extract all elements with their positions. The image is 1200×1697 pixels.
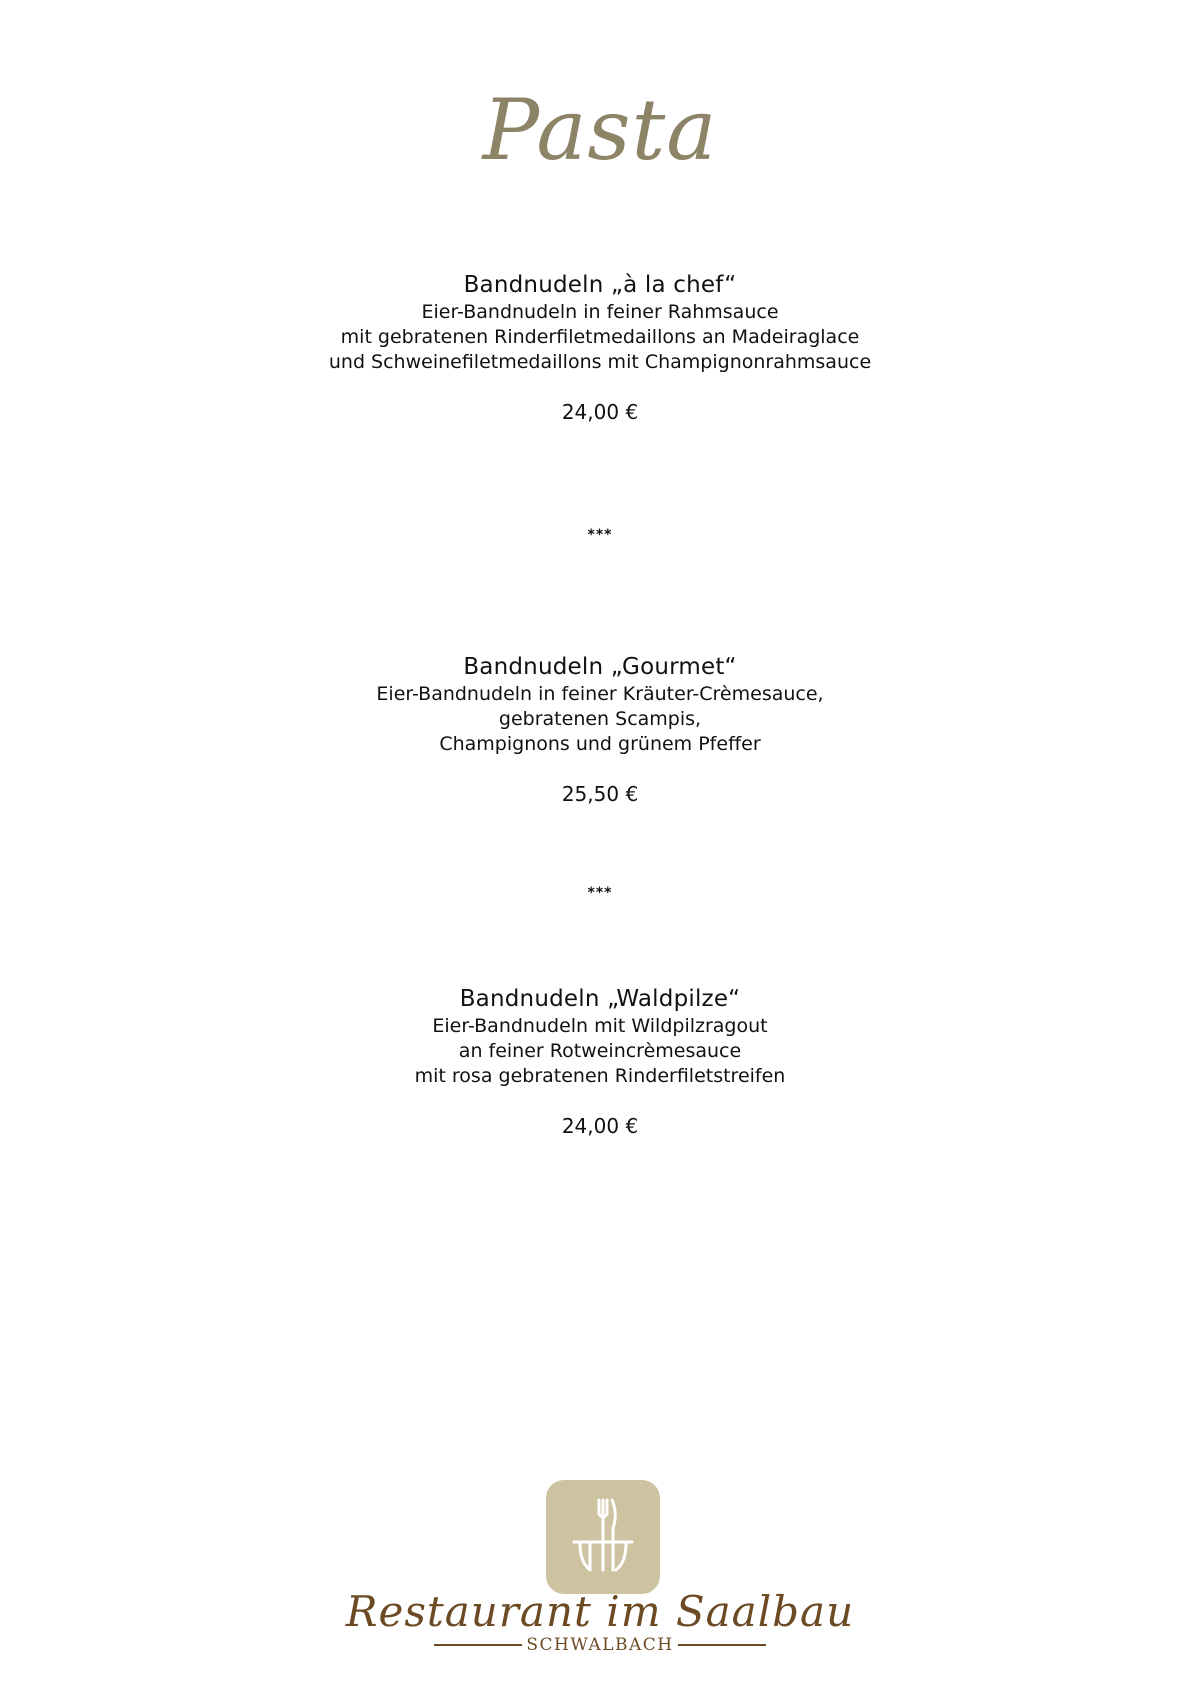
menu-item-waldpilze — [0, 984, 1200, 1139]
menu-item-gourmet — [0, 652, 1200, 807]
dish-description-line: an feiner Rotweincrèmesauce — [458, 1040, 742, 1062]
page-title: Pasta — [482, 81, 718, 179]
location-text: SCHWALBACH — [526, 1635, 674, 1655]
dish-name: Bandnudeln „à la chef“ — [463, 272, 737, 298]
divider — [434, 1644, 522, 1646]
logo-tile — [546, 1480, 660, 1594]
dish-description — [0, 300, 1200, 375]
dish-description-line: Eier-Bandnudeln mit Wildpilzragout — [432, 1015, 768, 1037]
dish-description-line: und Schweinefiletmedaillons mit Champignonrahmsauce — [328, 351, 872, 373]
dish-description-line: Eier-Bandnudeln in feiner Kräuter-Crèmesauce, — [376, 683, 824, 705]
restaurant-location — [0, 1635, 1200, 1655]
dish-price: 24,00 € — [561, 400, 639, 424]
separator: *** — [587, 885, 613, 901]
menu-item-a-la-chef — [0, 270, 1200, 425]
dish-name: Bandnudeln „Gourmet“ — [463, 654, 737, 680]
dish-description — [0, 1014, 1200, 1089]
dish-price: 24,00 € — [561, 1114, 639, 1138]
dish-description-line: Champignons und grünem Pfeffer — [439, 733, 761, 755]
dish-name: Bandnudeln „Waldpilze“ — [459, 986, 741, 1012]
separator: *** — [587, 527, 613, 543]
dish-description-line: mit gebratenen Rinderfiletmedaillons an Madeiraglace — [340, 326, 860, 348]
dish-description-line: mit rosa gebratenen Rinderfiletstreifen — [414, 1065, 786, 1087]
divider — [678, 1644, 766, 1646]
restaurant-name: Restaurant im Saalbau — [345, 1587, 855, 1636]
dish-description-line: gebratenen Scampis, — [498, 708, 702, 730]
dish-price: 25,50 € — [561, 782, 639, 806]
cutlery-icon — [546, 1480, 660, 1594]
dish-description — [0, 682, 1200, 757]
dish-description-line: Eier-Bandnudeln in feiner Rahmsauce — [421, 301, 779, 323]
